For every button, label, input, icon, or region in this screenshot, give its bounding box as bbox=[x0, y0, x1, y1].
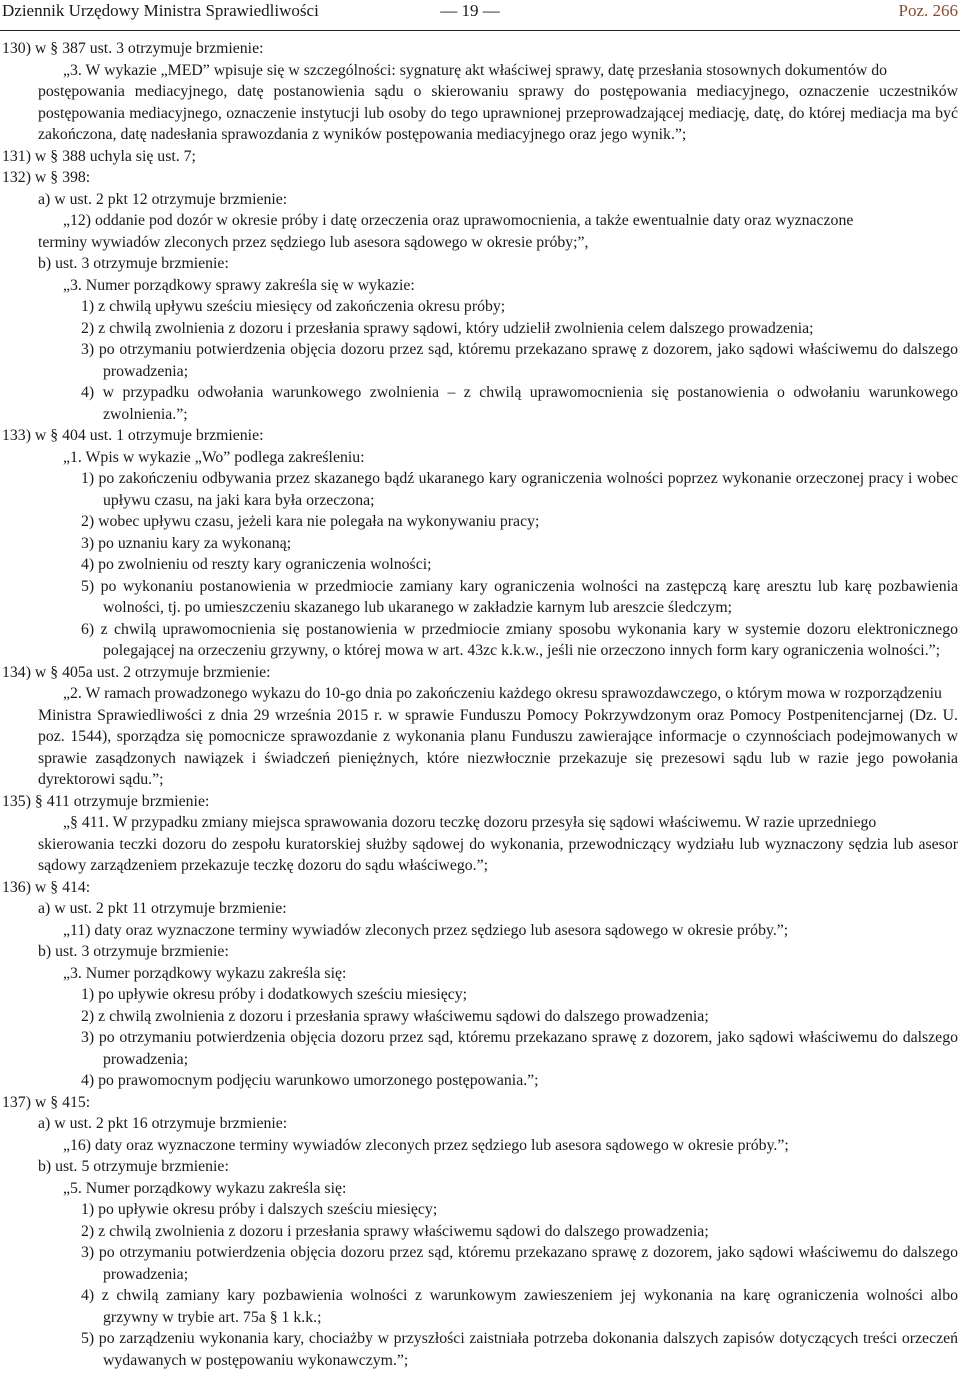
quoted-provision: „3. W wykazie „MED” wpisuje się w szczególności: sygnaturę akt właściwej sprawy, datę przesłania stosownych dokumentów do bbox=[63, 61, 887, 79]
position-number: Poz. 266 bbox=[898, 1, 958, 20]
journal-title: Dziennik Urzędowy Ministra Sprawiedliwości bbox=[2, 1, 319, 20]
quoted-provision: „11) daty oraz wyznaczone terminy wywiadów zleconych przez sędziego lub asesora sądowego w okresie próby.”; bbox=[63, 921, 789, 939]
quoted-provision: „2. W ramach prowadzonego wykazu do 10-go dnia po zakończeniu każdego okresu sprawozdawczego, o którym mowa w rozporządzeniu bbox=[63, 685, 942, 702]
numbered-point: 3) po otrzymaniu potwierdzenia objęcia dozoru przez sąd, któremu przekazano sprawę z dozorem, jako sądowi właściwemu do dalszego prowadzenia; bbox=[81, 1244, 958, 1283]
quoted-provision: „5. Numer porządkowy wykazu zakreśla się: bbox=[63, 1179, 347, 1197]
amendment-item: 133) w § 404 ust. 1 otrzymuje brzmienie: bbox=[2, 427, 264, 444]
numbered-point: 5) po wykonaniu postanowienia w przedmiocie zamiany kary ograniczenia wolności na zastępczą karę aresztu lub karę pozbawienia wolności, tj. po umieszczeniu skazanego lub ukaranego w zakładzie karnym lub areszcie śledczym; bbox=[81, 577, 958, 616]
quoted-provision: „12) oddanie pod dozór w okresie próby i datę orzeczenia oraz uprawomocnienia, a także ewentualnie daty oraz wyznaczone bbox=[63, 212, 854, 229]
numbered-point: 1) po zakończeniu odbywania przez skazanego bądź ukaranego kary ograniczenia wolności poprzez wykonanie orzeczonej pracy i wobec upływu czasu, na jaki kara była orzeczona; bbox=[81, 470, 958, 509]
numbered-point: 4) po zwolnieniu od reszty kary ograniczenia wolności; bbox=[81, 556, 432, 573]
provision-text: terminy wywiadów zleconych przez sędziego lub asesora sądowego w okresie próby;”, bbox=[38, 233, 589, 251]
numbered-point: 3) po otrzymaniu potwierdzenia objęcia dozoru przez sąd, któremu przekazano sprawę z dozorem, jako sądowi właściwemu do dalszego prowadzenia; bbox=[81, 341, 958, 380]
amendment-item: 134) w § 405a ust. 2 otrzymuje brzmienie: bbox=[2, 663, 271, 681]
sub-clause: b) ust. 3 otrzymuje brzmienie: bbox=[38, 255, 229, 272]
provision-text: postępowania mediacyjnego, datę postanowienia sądu o skierowaniu sprawy do postępowania mediacyjnego, oznaczenie uczestników postępowania mediacyjnego, oznaczenie instytucji lub osoby do tego uprawnionej przeprowadzającej mediację, datę, do której mediacja ma być zakończona, datę nadesłania sprawozdania z wyników postępowania mediacyjnego oraz jego wynik.”; bbox=[38, 83, 958, 143]
numbered-point: 1) po upływie okresu próby i dalszych sześciu miesięcy; bbox=[81, 1201, 438, 1218]
quoted-provision: „3. Numer porządkowy sprawy zakreśla się w wykazie: bbox=[63, 276, 415, 294]
amendment-item: 130) w § 387 ust. 3 otrzymuje brzmienie: bbox=[2, 40, 264, 57]
numbered-point: 3) po uznaniu kary za wykonaną; bbox=[81, 534, 292, 552]
sub-clause: b) ust. 5 otrzymuje brzmienie: bbox=[38, 1158, 229, 1175]
numbered-point: 2) wobec upływu czasu, jeżeli kara nie polegała na wykonywaniu pracy; bbox=[81, 513, 540, 530]
numbered-point: 3) po otrzymaniu potwierdzenia objęcia dozoru przez sąd, któremu przekazano sprawę z dozorem, jako sądowi właściwemu do dalszego prowadzenia; bbox=[81, 1029, 958, 1068]
quoted-provision: „1. Wpis w wykazie „Wo” podlega zakreśleniu: bbox=[63, 448, 365, 466]
quoted-provision: „3. Numer porządkowy wykazu zakreśla się: bbox=[63, 964, 347, 982]
amendment-item: 131) w § 388 uchyla się ust. 7; bbox=[2, 147, 196, 165]
numbered-point: 2) z chwilą zwolnienia z dozoru i przesłania sprawy właściwemu sądowi do dalszego prowadzenia; bbox=[81, 1222, 709, 1240]
amendment-item: 135) § 411 otrzymuje brzmienie: bbox=[2, 792, 210, 810]
numbered-point: 6) z chwilą uprawomocnienia się postanowienia w przedmiocie zmiany sposobu wykonania kary w systemie dozoru elektronicznego polegającej na orzeczeniu grzywny, o której mowa w art. 43zc k.k.w., jeśli nie orzeczono innych form kary ograniczenia wolności.”; bbox=[81, 620, 958, 659]
amendment-item: 137) w § 415: bbox=[2, 1093, 91, 1111]
amendment-item: 132) w § 398: bbox=[2, 169, 91, 186]
numbered-point: 1) po upływie okresu próby i dodatkowych sześciu miesięcy; bbox=[81, 986, 468, 1003]
numbered-point: 4) z chwilą zamiany kary pozbawienia wolności z warunkowym zawieszeniem jej wykonania na karę ograniczenia wolności albo grzywny w trybie art. 75a § 1 k.k.; bbox=[81, 1287, 958, 1326]
numbered-point: 2) z chwilą zwolnienia z dozoru i przesłania sprawy właściwemu sądowi do dalszego prowadzenia; bbox=[81, 1007, 709, 1025]
page-number: — 19 — bbox=[440, 1, 500, 20]
numbered-point: 5) po zarządzeniu wykonania kary, chociażby w przyszłości zaistniała potrzeba dokonania dalszych zapisów dotyczących treści orzeczeń wydawanych w postępowaniu wykonawczym.”; bbox=[81, 1330, 958, 1369]
document-body bbox=[0, 38, 960, 1371]
numbered-point: 2) z chwilą zwolnienia z dozoru i przesłania sprawy sądowi, który udzielił zwolnienia celem dalszego prowadzenia; bbox=[81, 319, 814, 337]
sub-clause: a) w ust. 2 pkt 12 otrzymuje brzmienie: bbox=[38, 190, 288, 208]
provision-text: Ministra Sprawiedliwości z dnia 29 września 2015 r. w sprawie Funduszu Pomocy Pokrzywdzonym oraz Pomocy Postpenitencjarnej (Dz. U. poz. 1544), sporządza się pomocnicze sprawozdanie z wykonania planu Funduszu zawierające informacje o czynnościach podejmowanych w sprawie zasądzonych nawiązek i świadczeń pieniężnych, które niezwłocznie przekazuje się prezesowi sądu lub w razie jego powołania dyrektorowi sądu.”; bbox=[38, 706, 958, 788]
quoted-provision: „16) daty oraz wyznaczone terminy wywiadów zleconych przez sędziego lub asesora sądowego w okresie próby.”; bbox=[63, 1136, 789, 1154]
page-header bbox=[0, 0, 960, 31]
numbered-point: 4) po prawomocnym podjęciu warunkowo umorzonego postępowania.”; bbox=[81, 1072, 539, 1089]
sub-clause: a) w ust. 2 pkt 11 otrzymuje brzmienie: bbox=[38, 900, 287, 917]
numbered-point: 1) z chwilą upływu sześciu miesięcy od zakończenia okresu próby; bbox=[81, 298, 506, 315]
provision-text: skierowania teczki dozoru do zespołu kuratorskiej służby sądowej do wykonania, przewodniczący wydziału lub wyznaczony sędzia lub asesor sądowy zarządzeniem przekazuje teczkę dozoru do sądu właściwego.”; bbox=[38, 835, 958, 874]
amendment-item: 136) w § 414: bbox=[2, 878, 91, 896]
sub-clause: b) ust. 3 otrzymuje brzmienie: bbox=[38, 943, 229, 960]
sub-clause: a) w ust. 2 pkt 16 otrzymuje brzmienie: bbox=[38, 1115, 288, 1132]
numbered-point: 4) w przypadku odwołania warunkowego zwolnienia – z chwilą uprawomocnienia się postanowienia o odwołaniu warunkowego zwolnienia.”; bbox=[81, 384, 958, 423]
quoted-provision: „§ 411. W przypadku zmiany miejsca sprawowania dozoru teczkę dozoru przesyła się sądowi właściwemu. W razie uprzedniego bbox=[63, 814, 877, 831]
